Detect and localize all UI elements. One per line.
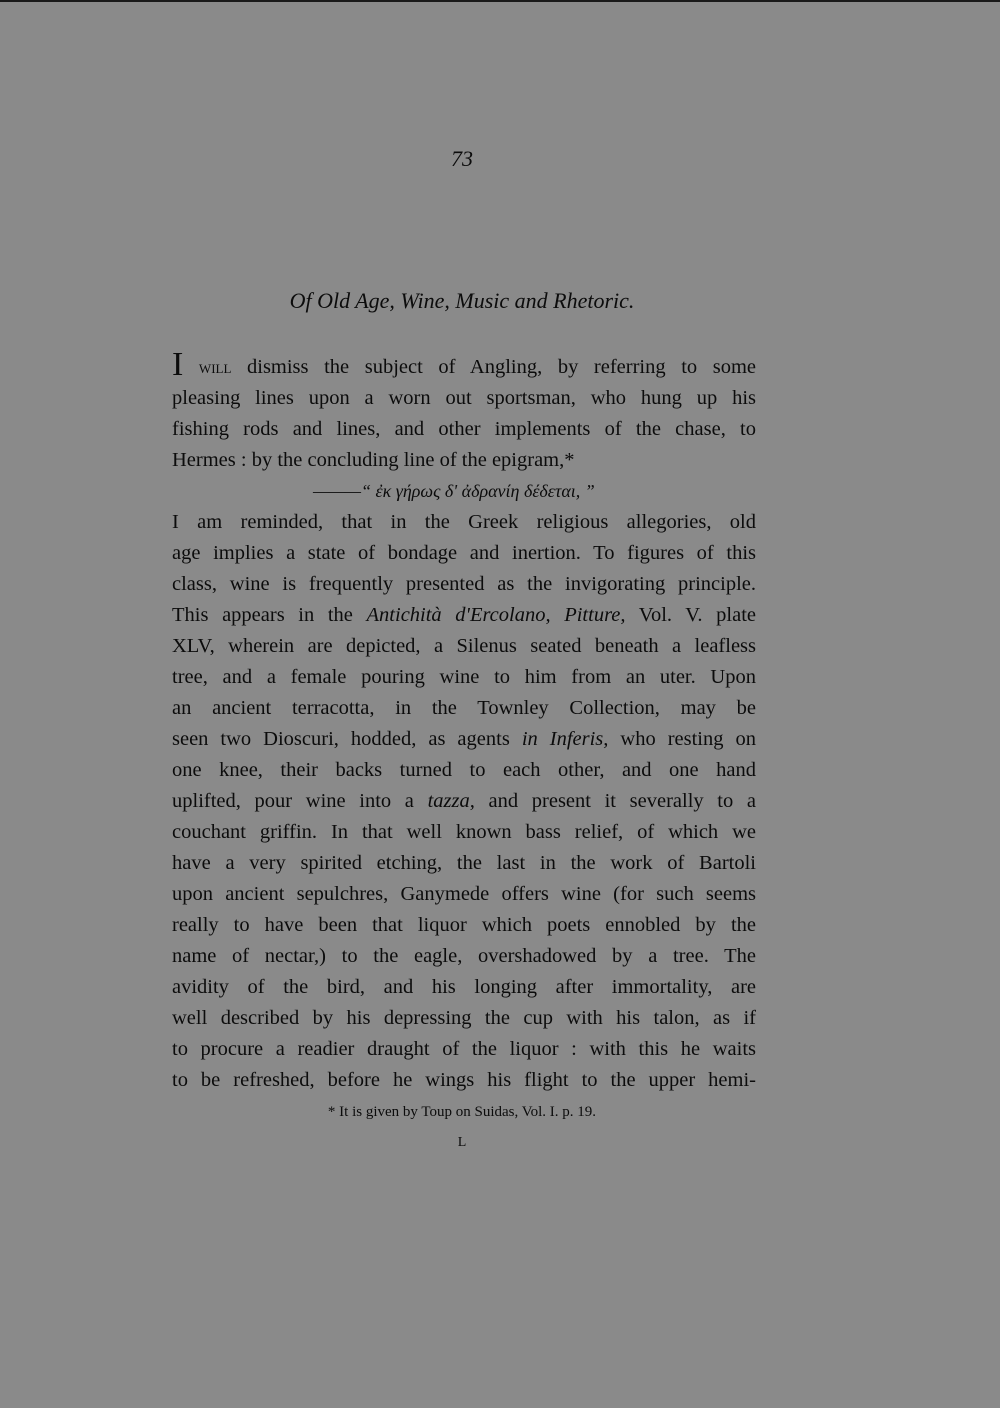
text-line: I am reminded, that in the Greek religious allegories, old xyxy=(172,511,756,533)
signature-mark: L xyxy=(457,1135,467,1150)
text-line: upon ancient sepulchres, Ganymede offers wine (for such seems xyxy=(172,883,756,905)
italic-word: tazza, xyxy=(427,790,475,812)
greek-quote: ———“ ἐκ γήρως δ' ἀδρανίη δέδεται, ” xyxy=(313,481,595,501)
text-line: I will dismiss the subject of Angling, by referring to some xyxy=(172,346,756,383)
chapter-heading: Of Old Age, Wine, Music and Rhetoric. xyxy=(289,288,635,313)
text-line: pleasing lines upon a worn out sportsman, who hung up his xyxy=(172,387,756,409)
text-line: one knee, their backs turned to each other, and one hand xyxy=(172,759,756,781)
text-line: avidity of the bird, and his longing after immortality, are xyxy=(172,976,756,998)
text-line: name of nectar,) to the eagle, overshadowed by a tree. The xyxy=(172,945,756,967)
text-line: This appears in the Antichità d'Ercolano, Pitture, Vol. V. plate xyxy=(172,604,757,626)
text-line: seen two Dioscuri, hodded, as agents in Inferis, who resting on xyxy=(172,728,756,750)
text-line: uplifted, pour wine into a tazza, and present it severally to a xyxy=(172,790,756,812)
text-line: an ancient terracotta, in the Townley Collection, may be xyxy=(172,697,756,719)
text-line: couchant griffin. In that well known bass relief, of which we xyxy=(172,821,756,843)
text-line: to be refreshed, before he wings his flight to the upper hemi- xyxy=(172,1069,756,1091)
body-text xyxy=(172,346,757,1096)
text-line: class, wine is frequently presented as the invigorating principle. xyxy=(172,573,756,595)
small-caps-word: will xyxy=(198,357,232,377)
text-line: really to have been that liquor which poets ennobled by the xyxy=(172,914,756,936)
page-top-edge xyxy=(0,0,1000,8)
italic-phrase: in Inferis, xyxy=(521,728,609,750)
text-line: tree, and a female pouring wine to him from an uter. Upon xyxy=(172,666,756,688)
text-line: have a very spirited etching, the last in the work of Bartoli xyxy=(172,852,756,874)
page-number: 73 xyxy=(451,146,473,171)
text-line: age implies a state of bondage and inertion. To figures of this xyxy=(172,542,756,564)
text-line: well described by his depressing the cup with his talon, as if xyxy=(172,1007,756,1029)
footnote: * It is given by Toup on Suidas, Vol. I. p. 19. xyxy=(327,1104,597,1120)
text-line: fishing rods and lines, and other implements of the chase, to xyxy=(172,418,756,440)
text-line: Hermes : by the concluding line of the epigram,* xyxy=(172,449,575,471)
text-line: XLV, wherein are depicted, a Silenus seated beneath a leafless xyxy=(172,635,756,657)
text-line: to procure a readier draught of the liquor : with this he waits xyxy=(172,1038,756,1060)
drop-cap: I xyxy=(172,346,184,383)
italic-title: Antichità d'Ercolano, Pitture, xyxy=(366,604,626,626)
